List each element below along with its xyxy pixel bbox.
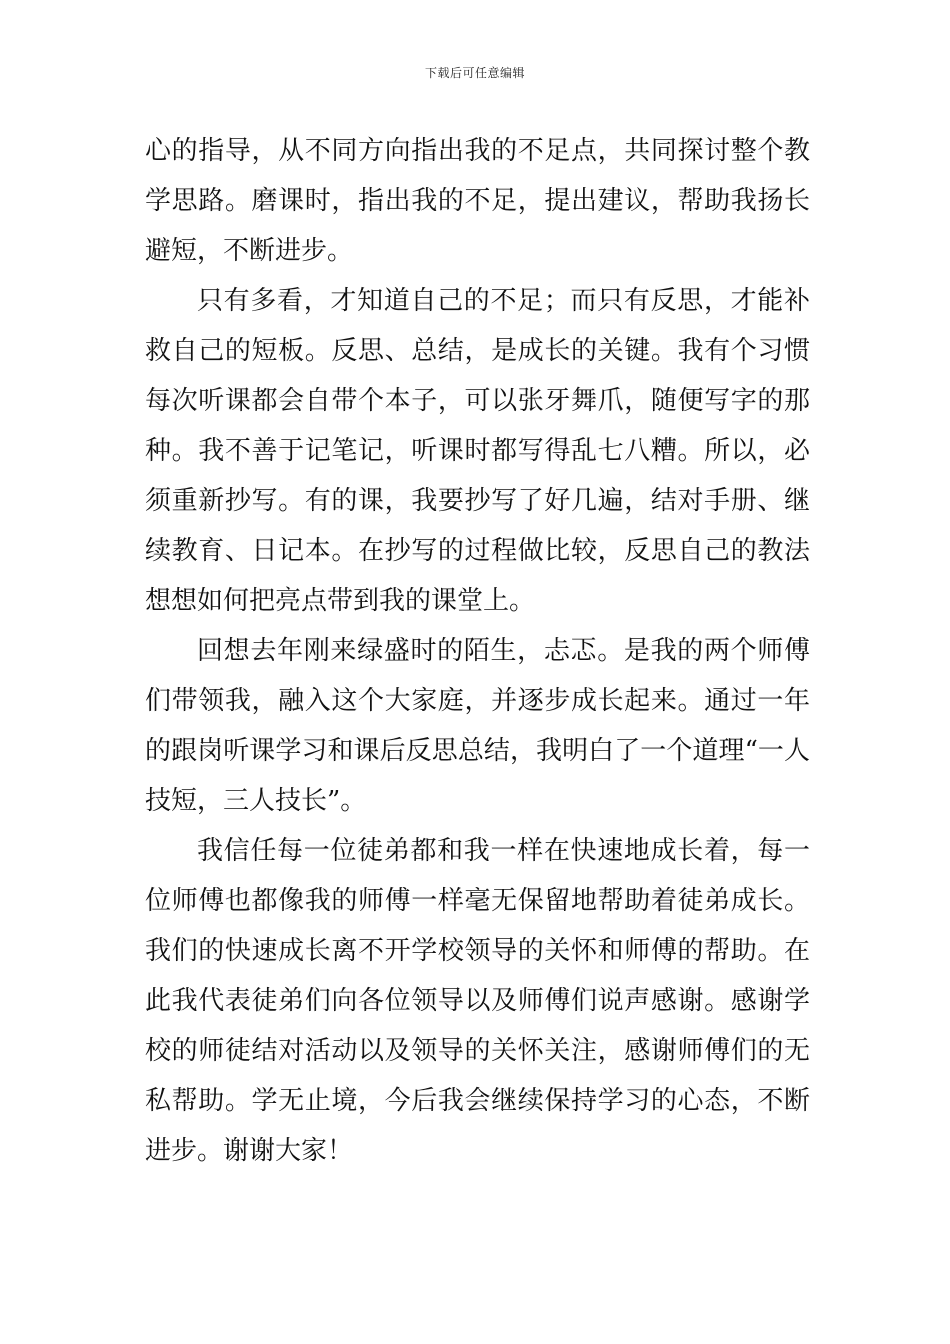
document-body (145, 126, 810, 1176)
paragraph-1: 心的指导，从不同方向指出我的不足点，共同探讨整个教学思路。磨课时，指出我的不足，提出建议，帮助我扬长避短，不断进步。 (145, 136, 810, 266)
paragraph-4: 我信任每一位徒弟都和我一样在快速地成长着，每一位师傅也都像我的师傅一样毫无保留地帮助着徒弟成长。我们的快速成长离不开学校领导的关怀和师傅的帮助。在此我代表徒弟们向各位领导以及师傅们说声感谢。感谢学校的师徒结对活动以及领导的关怀关注，感谢师傅们的无私帮助。学无止境，今后我会继续保持学习的心态，不断进步。谢谢大家！ (145, 836, 810, 1166)
page-header: 下载后可任意编辑 (424, 66, 525, 80)
paragraph-2: 只有多看，才知道自己的不足；而只有反思，才能补救自己的短板。反思、总结，是成长的关键。我有个习惯每次听课都会自带个本子，可以张牙舞爪，随便写字的那种。我不善于记笔记，听课时都写得乱七八糟。所以，必须重新抄写。有的课，我要抄写了好几遍，结对手册、继续教育、日记本。在抄写的过程做比较，反思自己的教法想想如何把亮点带到我的课堂上。 (145, 286, 810, 616)
paragraph-3: 回想去年刚来绿盛时的陌生，忐忑。是我的两个师傅们带领我，融入这个大家庭，并逐步成长起来。通过一年的跟岗听课学习和课后反思总结，我明白了一个道理“一人技短，三人技长”。 (145, 636, 810, 816)
